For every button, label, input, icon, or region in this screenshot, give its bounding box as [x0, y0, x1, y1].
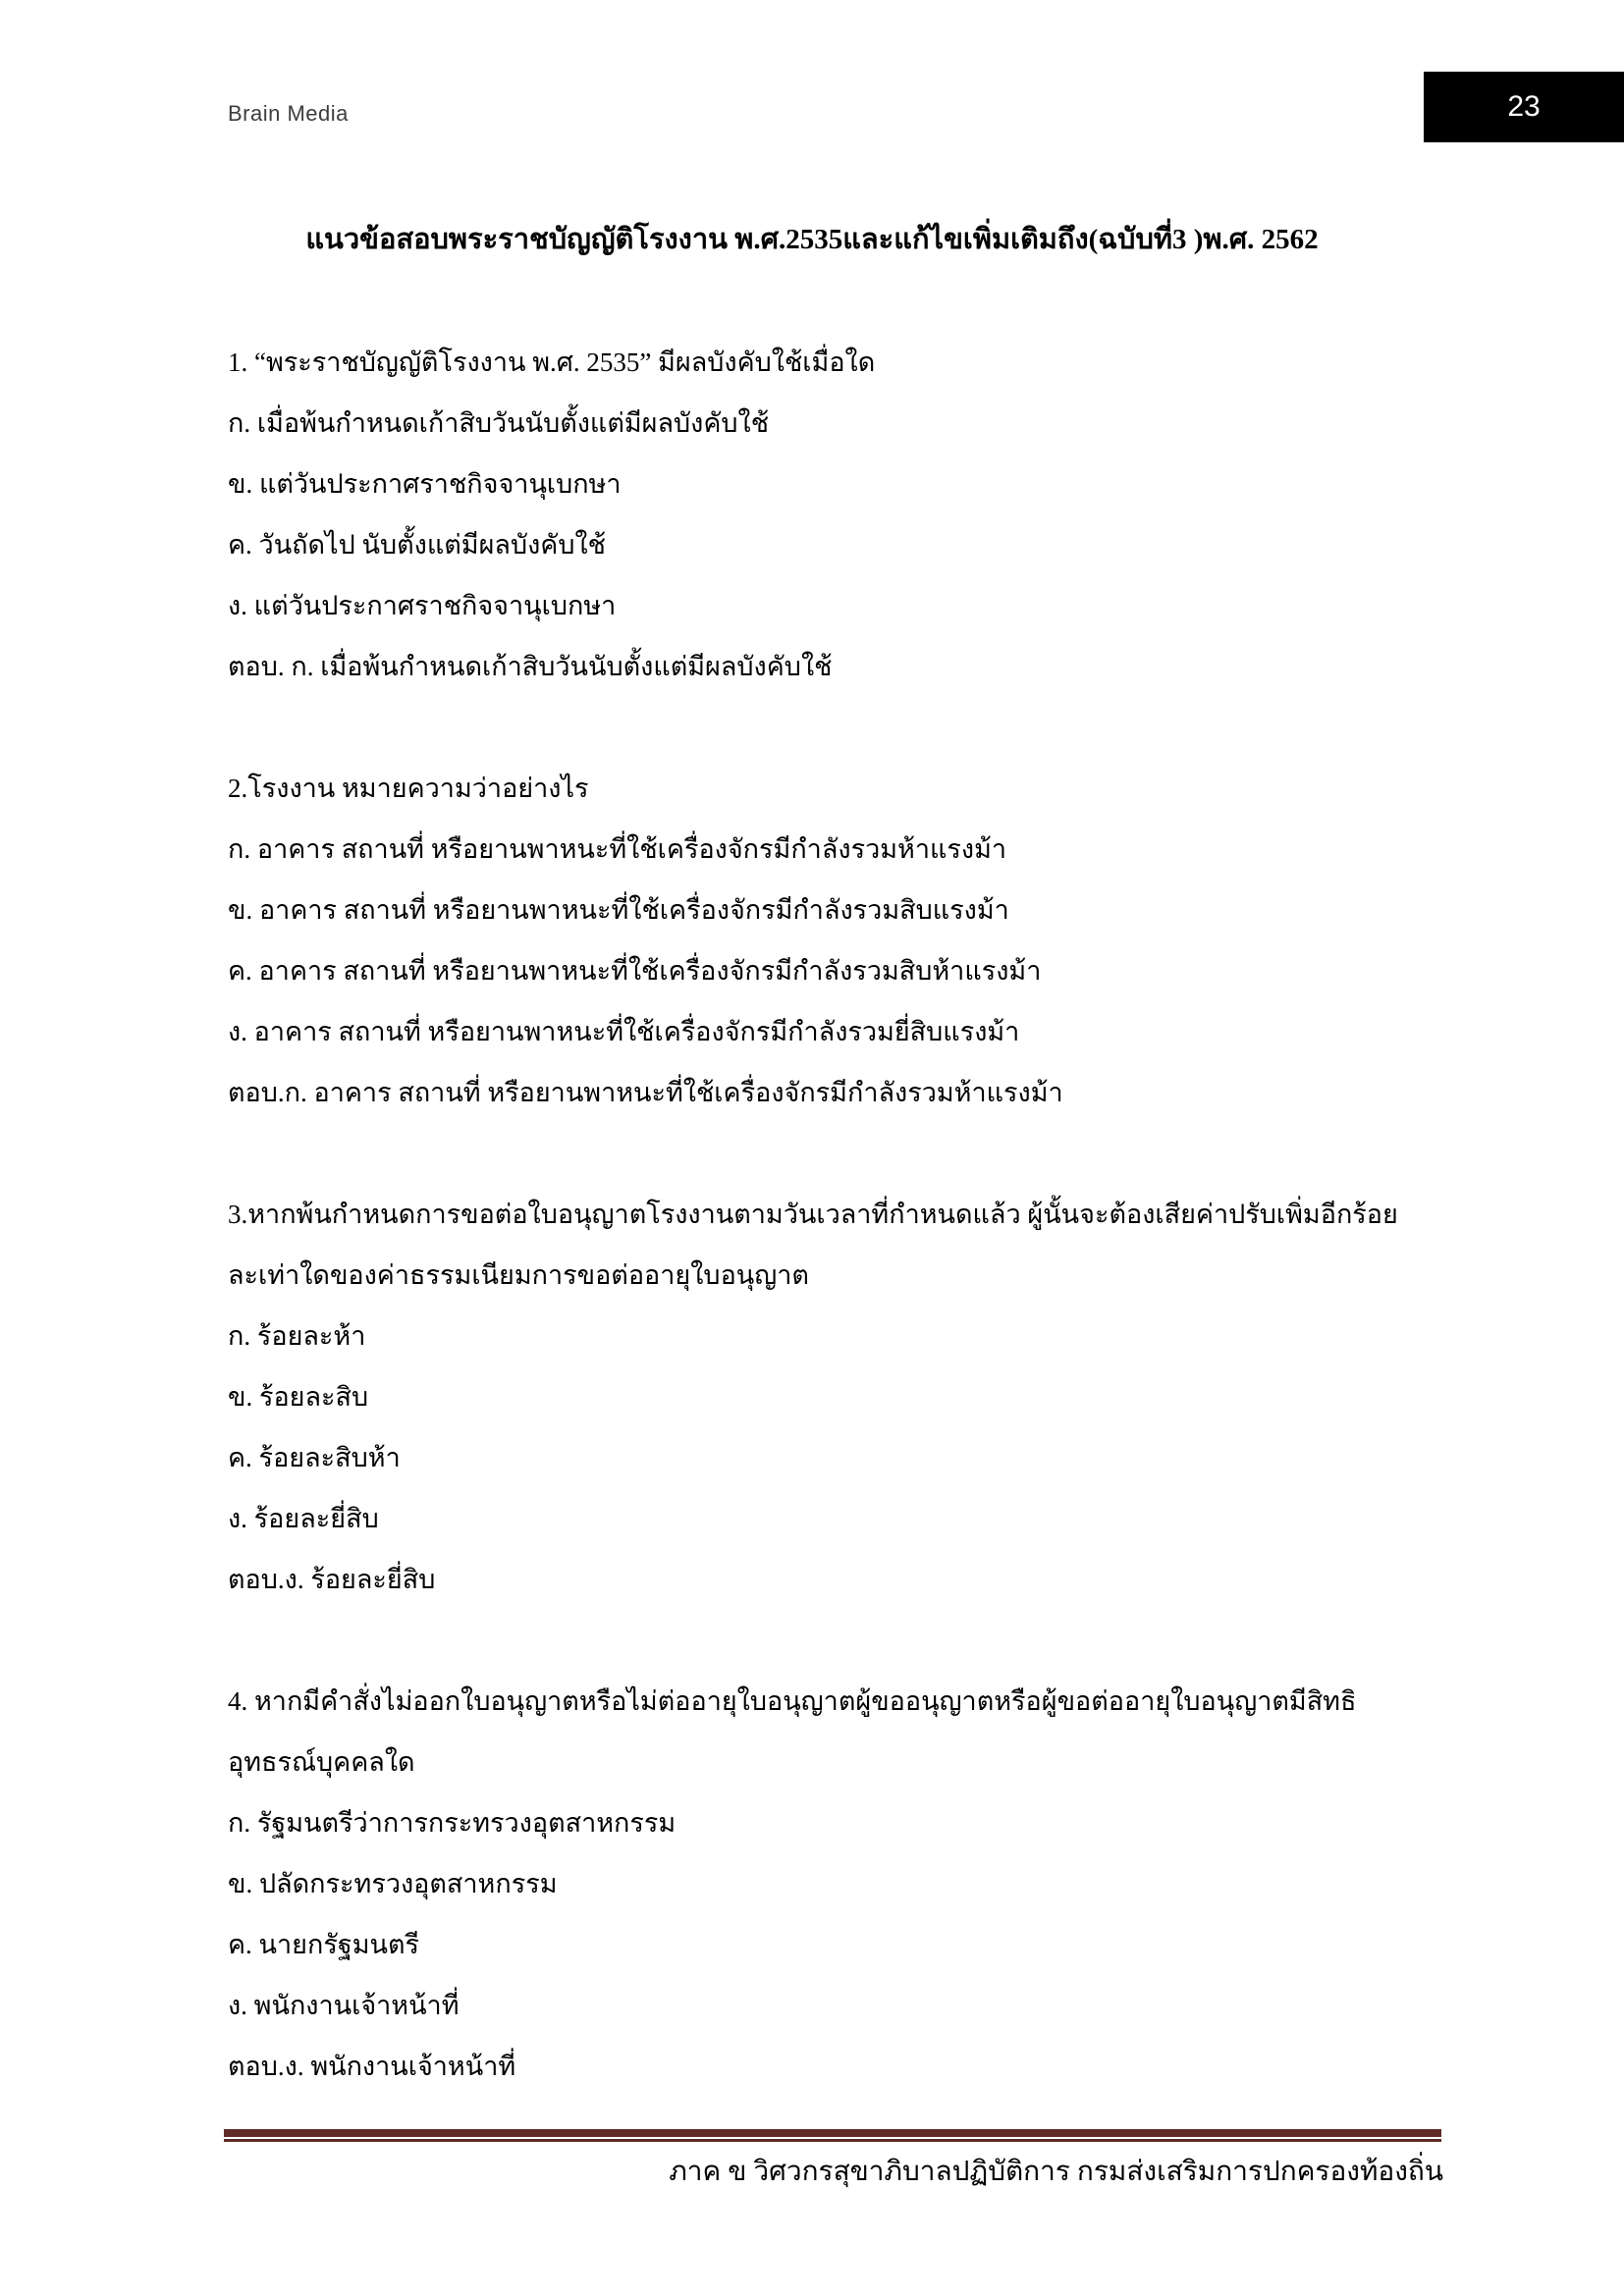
question-1-choice-d: ง. แต่วันประกาศราชกิจจานุเบกษา	[228, 591, 617, 620]
page-number-box	[1424, 72, 1624, 142]
question-2-choice-d: ง. อาคาร สถานที่ หรือยานพาหนะที่ใช้เครื่องจักรมีกำลังรวมยี่สิบแรงม้า	[228, 1017, 1020, 1046]
question-1-choice-a: ก. เมื่อพ้นกำหนดเก้าสิบวันนับตั้งแต่มีผลบังคับใช้	[228, 408, 770, 438]
question-4-text-line-2: อุทธรณ์บุคคลใด	[228, 1747, 415, 1777]
question-block-1	[228, 332, 1465, 697]
question-2-answer: ตอบ.ก. อาคาร สถานที่ หรือยานพาหนะที่ใช้เครื่องจักรมีกำลังรวมห้าแรงม้า	[228, 1078, 1063, 1107]
footer-rule-thick	[224, 2129, 1441, 2137]
question-2-choice-c: ค. อาคาร สถานที่ หรือยานพาหนะที่ใช้เครื่องจักรมีกำลังรวมสิบห้าแรงม้า	[228, 956, 1042, 986]
footer-rule	[224, 2129, 1441, 2142]
question-3-choice-c: ค. ร้อยละสิบห้า	[228, 1443, 401, 1472]
question-1-answer: ตอบ. ก. เมื่อพ้นกำหนดเก้าสิบวันนับตั้งแต่มีผลบังคับใช้	[228, 652, 833, 681]
question-4-answer: ตอบ.ง. พนักงานเจ้าหน้าที่	[228, 2052, 516, 2081]
footer-text: ภาค ข วิศวกรสุขาภิบาลปฏิบัติการ กรมส่งเสริมการปกครองท้องถิ่น	[669, 2157, 1443, 2187]
spacer	[228, 1123, 1465, 1184]
question-4-choice-c: ค. นายกรัฐมนตรี	[228, 1930, 420, 1959]
question-block-4	[228, 1671, 1465, 2097]
question-3-text-line-2: ละเท่าใดของค่าธรรมเนียมการขอต่ออายุใบอนุญาต	[228, 1260, 809, 1290]
question-1-text: 1. “พระราชบัญญัติโรงงาน พ.ศ. 2535” มีผลบังคับใช้เมื่อใด	[228, 347, 876, 377]
document-title: แนวข้อสอบพระราชบัญญัติโรงงาน พ.ศ.2535และแก้ไขเพิ่มเติมถึง(ฉบับที่3 )พ.ศ. 2562	[305, 224, 1319, 255]
question-block-3	[228, 1184, 1465, 1610]
spacer	[228, 697, 1465, 758]
question-3-choice-a: ก. ร้อยละห้า	[228, 1321, 366, 1351]
question-4-text-line-1: 4. หากมีคำสั่งไม่ออกใบอนุญาตหรือไม่ต่ออายุใบอนุญาตผู้ขออนุญาตหรือผู้ขอต่ออายุใบอนุญาตมีสิทธิ	[228, 1686, 1357, 1716]
question-4-choice-d: ง. พนักงานเจ้าหน้าที่	[228, 1991, 460, 2020]
page-number: 23	[1507, 90, 1541, 123]
question-1-choice-b: ข. แต่วันประกาศราชกิจจานุเบกษา	[228, 469, 622, 499]
question-block-2	[228, 758, 1465, 1123]
question-4-choice-b: ข. ปลัดกระทรวงอุตสาหกรรม	[228, 1869, 558, 1898]
spacer	[228, 1610, 1465, 1671]
brand-label: Brain Media	[228, 101, 349, 126]
footer-rule-thin	[224, 2139, 1441, 2142]
question-3-choice-b: ข. ร้อยละสิบ	[228, 1382, 369, 1412]
question-3-answer: ตอบ.ง. ร้อยละยี่สิบ	[228, 1565, 436, 1594]
question-4-choice-a: ก. รัฐมนตรีว่าการกระทรวงอุตสาหกรรม	[228, 1808, 677, 1838]
question-2-choice-b: ข. อาคาร สถานที่ หรือยานพาหนะที่ใช้เครื่องจักรมีกำลังรวมสิบแรงม้า	[228, 895, 1009, 925]
question-2-text: 2.โรงงาน หมายความว่าอย่างไร	[228, 774, 589, 803]
document-body	[228, 332, 1465, 2097]
question-1-choice-c: ค. วันถัดไป นับตั้งแต่มีผลบังคับใช้	[228, 530, 606, 560]
question-2-choice-a: ก. อาคาร สถานที่ หรือยานพาหนะที่ใช้เครื่องจักรมีกำลังรวมห้าแรงม้า	[228, 834, 1007, 864]
question-3-text-line-1: 3.หากพ้นกำหนดการขอต่อใบอนุญาตโรงงานตามวันเวลาที่กำหนดแล้ว ผู้นั้นจะต้องเสียค่าปรับเพิ่มอีกร้อย	[228, 1200, 1398, 1229]
question-3-choice-d: ง. ร้อยละยี่สิบ	[228, 1504, 379, 1533]
